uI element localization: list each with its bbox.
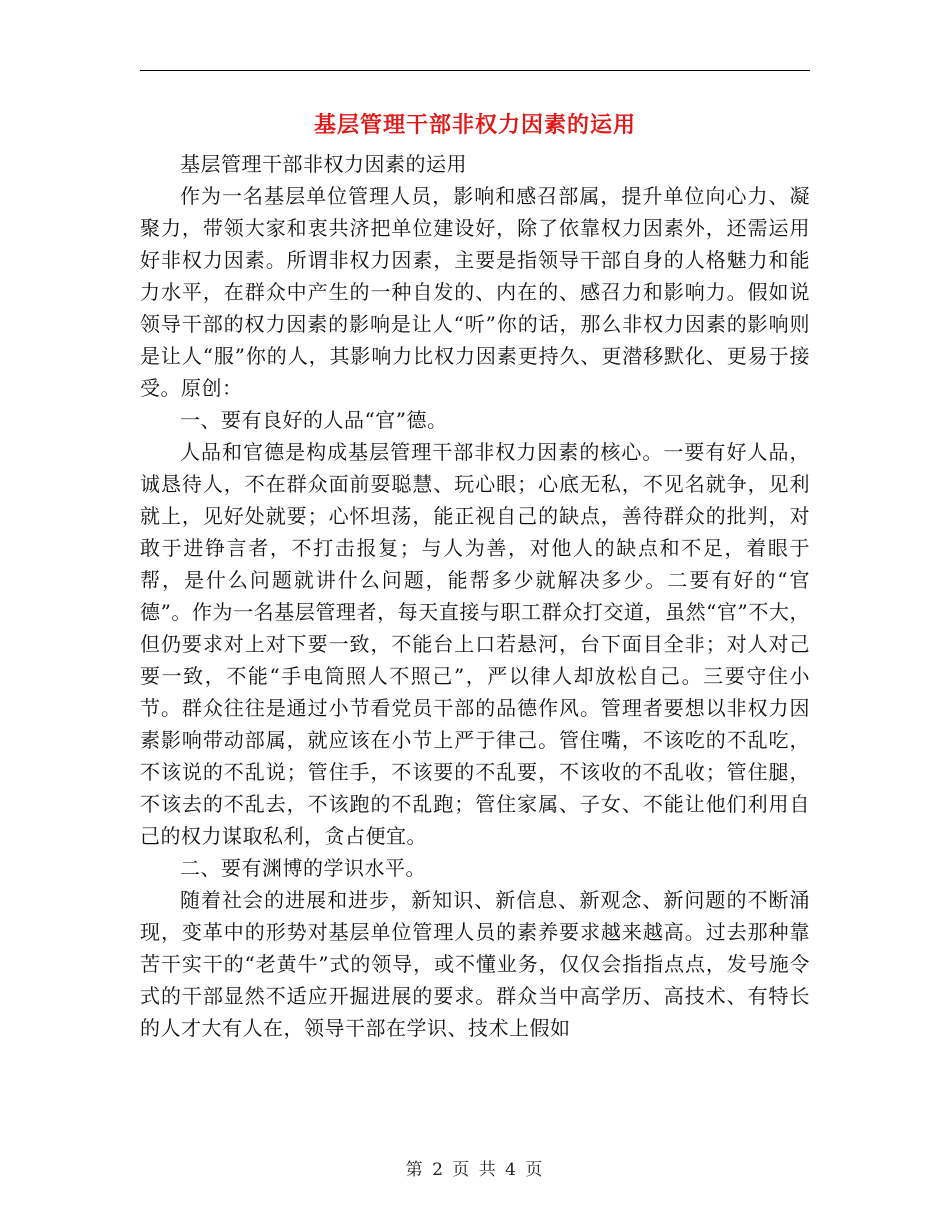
paragraph-intro: 作为一名基层单位管理人员，影响和感召部属，提升单位向心力、凝聚力，带领大家和衷共济把单位建设好，除了依靠权力因素外，还需运用好非权力因素。所谓非权力因素，主要是指领导干部自身的人格魅力和能力水平，在群众中产生的一种自发的、内在的、感召力和影响力。假如说领导干部的权力因素的影响是让人“听”你的话，那么非权力因素的影响则是让人“服”你的人，其影响力比权力因素更持久、更潜移默化、更易于接受。原创： xyxy=(140,184,810,400)
paragraph-section-2: 随着社会的进展和进步，新知识、新信息、新观念、新问题的不断涌现，变革中的形势对基层单位管理人员的素养要求越来越高。过去那种靠苦干实干的“老黄牛”式的领导，或不懂业务，仅仅会指指点点，发号施令式的干部显然不适应开掘进展的要求。群众当中高学历、高技术、有特长的人才大有人在，领导干部在学识、技术上假如 xyxy=(140,888,810,1040)
paragraph-subtitle: 基层管理干部非权力因素的运用 xyxy=(180,152,467,176)
document-body xyxy=(140,148,810,1044)
paragraph-section-1: 人品和官德是构成基层管理干部非权力因素的核心。一要有好人品，诚恳待人，不在群众面前耍聪慧、玩心眼；心底无私，不见名就争，见利就上，见好处就要；心怀坦荡，能正视自己的缺点，善待群众的批判，对敢于进铮言者，不打击报复；与人为善，对他人的缺点和不足，着眼于帮，是什么问题就讲什么问题，能帮多少就解决多少。二要有好的“官德”。作为一名基层管理者，每天直接与职工群众打交道，虽然“官”不大，但仍要求对上对下要一致，不能台上口若悬河，台下面目全非；对人对己要一致，不能“手电筒照人不照己”，严以律人却放松自己。三要守住小节。群众往往是通过小节看党员干部的品德作风。管理者要想以非权力因素影响带动部属，就应该在小节上严于律己。管住嘴，不该吃的不乱吃，不该说的不乱说；管住手，不该要的不乱要，不该收的不乱收；管住腿，不该去的不乱去，不该跑的不乱跑；管住家属、子女、不能让他们利用自己的权力谋取私利，贪占便宜。 xyxy=(140,440,810,848)
page-number-footer: 第 2 页 共 4 页 xyxy=(405,1160,545,1180)
section-heading-1: 一、要有良好的人品“官”德。 xyxy=(180,408,448,432)
header-rule xyxy=(140,70,810,71)
section-heading-2: 二、要有渊博的学识水平。 xyxy=(180,856,426,880)
document-title: 基层管理干部非权力因素的运用 xyxy=(313,112,636,138)
